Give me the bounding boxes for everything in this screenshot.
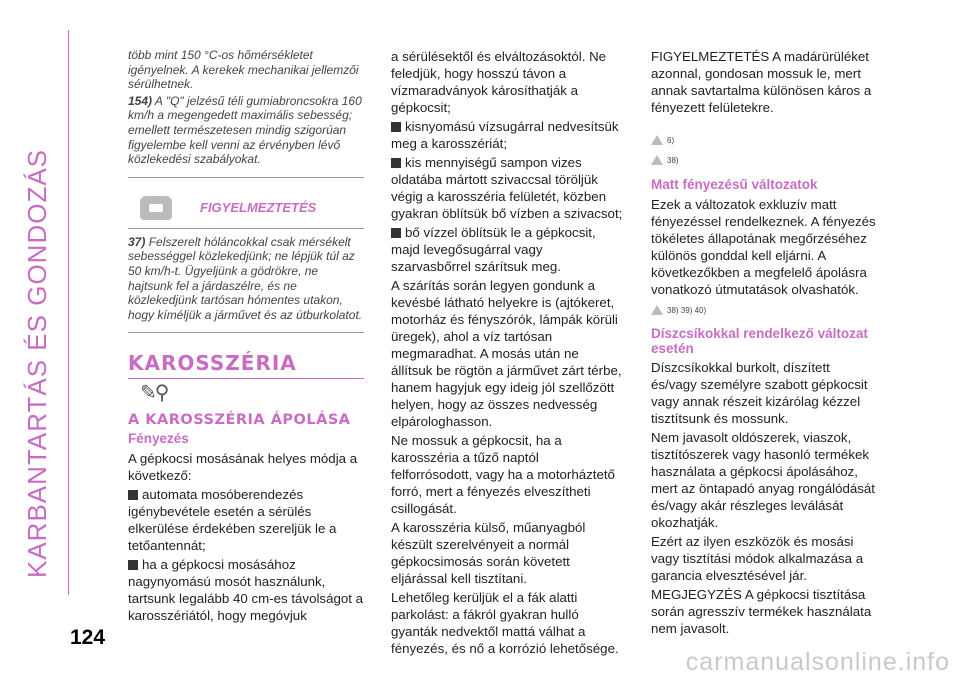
warning-header — [128, 188, 364, 229]
bullet-icon — [128, 490, 138, 500]
warning-triangle-icon — [651, 305, 663, 315]
bullet-icon — [391, 158, 401, 168]
paragraph: FIGYELMEZTETÉS A madárürüléket azonnal, gondosan mossuk le, mert annak savtartalma különösen káros a fényezett felületekre. — [651, 49, 872, 115]
bullet-text: automata mosóberendezés igénybevétele esetén a sérülés elkerülése érdekében szereljük le a tetőantennát; — [128, 487, 337, 554]
column-1 — [128, 48, 364, 626]
column-3 — [651, 48, 879, 639]
bullet-item — [391, 224, 623, 275]
page-number: 124 — [70, 626, 106, 649]
reference-38-40 — [651, 300, 879, 320]
side-section-title — [18, 18, 58, 578]
warning-block — [128, 229, 364, 334]
note-154 — [128, 94, 364, 167]
paragraph: MEGJEGYZÉS A gépkocsi tisztítása során agresszív termékek használata nem javasolt. — [651, 587, 872, 636]
paragraph: Lehetőleg kerüljük el a fák alatti parkolást: a fákról gyakran hulló gyanták nedvektől mattá válhat a fényezés, és nő a korrózió lehetősége. — [391, 590, 619, 656]
paragraph: A szárítás során legyen gondunk a kevésbé látható helyekre is (ajtókeret, motorház és fényszórók, lámpák körüli üregek), ahol a víz tartósan megmaradhat. A mosás után ne állítsuk be rögtön a járművet zárt térbe, hanem hagyjuk egy ideig jól szellőzött helyen, hogy az összes nedvesség elpárologhasson. — [391, 278, 622, 429]
watermark: carmanualsonline.info — [685, 648, 950, 676]
column-2 — [391, 48, 623, 659]
note-154-number: 154) — [128, 93, 153, 108]
note-intro: több mint 150 °C-os hőmérsékletet igényelnek. A kerekek mechanikai jellemzői sérülhetnek. — [128, 48, 359, 92]
bullet-item — [391, 118, 623, 152]
bullet-text: kisnyomású vízsugárral nedvesítsük meg a karosszériát; — [391, 119, 619, 151]
paragraph: Ezért az ilyen eszközök és mosási vagy tisztítási módok alkalmazása a garancia elvesztésével jár. — [651, 534, 864, 583]
note-37-number: 37) — [128, 234, 146, 249]
sub-title: A KAROSSZÉRIA ÁPOLÁSA — [128, 412, 351, 429]
bullet-text: ha a gépkocsi mosásához nagynyomású mosót használunk, tartsunk legalább 40 cm-es távolságot a karosszériától, hogy megóvjuk — [128, 557, 364, 624]
note-154-text: A "Q" jelzésű téli gumiabroncsokra 160 km/h a megengedett maximális sebesség; emellett természetesen mindig szigorúan figyelembe kell venni az érvényben lévő közlekedési szabályokat. — [128, 93, 362, 167]
section-title: KAROSSZÉRIA — [128, 355, 364, 379]
paragraph: A gépkocsi mosásának helyes módja a következő: — [128, 451, 358, 484]
car-warning-icon — [140, 196, 172, 220]
bullet-icon — [391, 122, 401, 132]
bullet-item — [128, 486, 364, 554]
paragraph: Díszcsíkokkal burkolt, díszített és/vagy személyre szabott gépkocsit vagy annak részeit kizárólag kézzel tisztítsunk és mossunk. — [651, 360, 868, 426]
warning-triangle-icon — [651, 155, 663, 165]
note-37 — [128, 235, 364, 323]
car-wash-icon: ✎⚲ — [140, 382, 168, 405]
reference-label: 38) — [667, 155, 679, 165]
warning-triangle-icon — [651, 135, 663, 145]
heading-matte: Matt fényezésű változatok — [651, 177, 818, 192]
side-title-text: KARBANTARTÁS ÉS GONDOZÁS — [22, 148, 52, 578]
bullet-item — [128, 556, 364, 624]
bullet-icon — [128, 560, 138, 570]
reference-38 — [651, 150, 879, 170]
paragraph: Ne mossuk a gépkocsit, ha a karosszéria a tűző naptól felforrósodott, vagy ha a motorháztető forró, mert a fényezés elveszítheti csillogását. — [391, 433, 615, 516]
paragraph: A karosszéria külső, műanyagból készült szerelvényeit a normál gépkocsimosás során követett eljárással kell tisztítani. — [391, 520, 586, 586]
bullet-text: kis mennyiségű sampon vizes oldatába mártott szivaccsal töröljük végig a karosszéria felületét, közben gyakran öblítsük bő vízben a szivacsot; — [391, 155, 623, 221]
reference-6 — [651, 130, 879, 150]
heading-stripes: Díszcsíkokkal rendelkező változat esetén — [651, 326, 868, 356]
side-divider — [68, 30, 69, 595]
reference-label: 38) 39) 40) — [667, 305, 707, 315]
note-block — [128, 48, 364, 178]
sub-heading-paint: Fényezés — [128, 431, 189, 447]
warning-title: FIGYELMEZTETÉS — [200, 200, 317, 216]
paragraph: Ezek a változatok exkluzív matt fényezéssel rendelkeznek. A fényezés tökéletes állapotának megőrzéséhez különös gonddal kell eljárni. A következőkben a megfelelő ápolásra vonatkozó útmutatások olvashatók. — [651, 197, 876, 297]
note-37-text: Felszerelt hóláncokkal csak mérsékelt sebességgel közlekedjünk; ne lépjük túl az 50 km/h-t. Ügyeljünk a gödrökre, ne hajtsunk fel a járdaszélre, és ne közlekedjünk tartósan hómentes utakon, hogy kíméljük a járművet és az útburkolatot. — [128, 234, 363, 322]
paragraph: Nem javasolt oldószerek, viaszok, tisztítószerek vagy hasonló termékek használata a gépkocsi ápolásához, mert az öntapadó anyag rongálódását és/vagy akár részleges leválását okozhatják. — [651, 430, 875, 530]
reference-label: 6) — [667, 135, 675, 145]
bullet-text: bő vízzel öblítsük le a gépkocsit, majd levegősugárral vagy szarvasbőrrel szárítsuk meg. — [391, 225, 596, 274]
bullet-item — [391, 154, 623, 222]
paragraph: a sérülésektől és elváltozásoktól. Ne feledjük, hogy hosszú távon a vízmaradványok károsíthatják a gépkocsit; — [391, 49, 607, 115]
bullet-icon — [391, 228, 401, 238]
